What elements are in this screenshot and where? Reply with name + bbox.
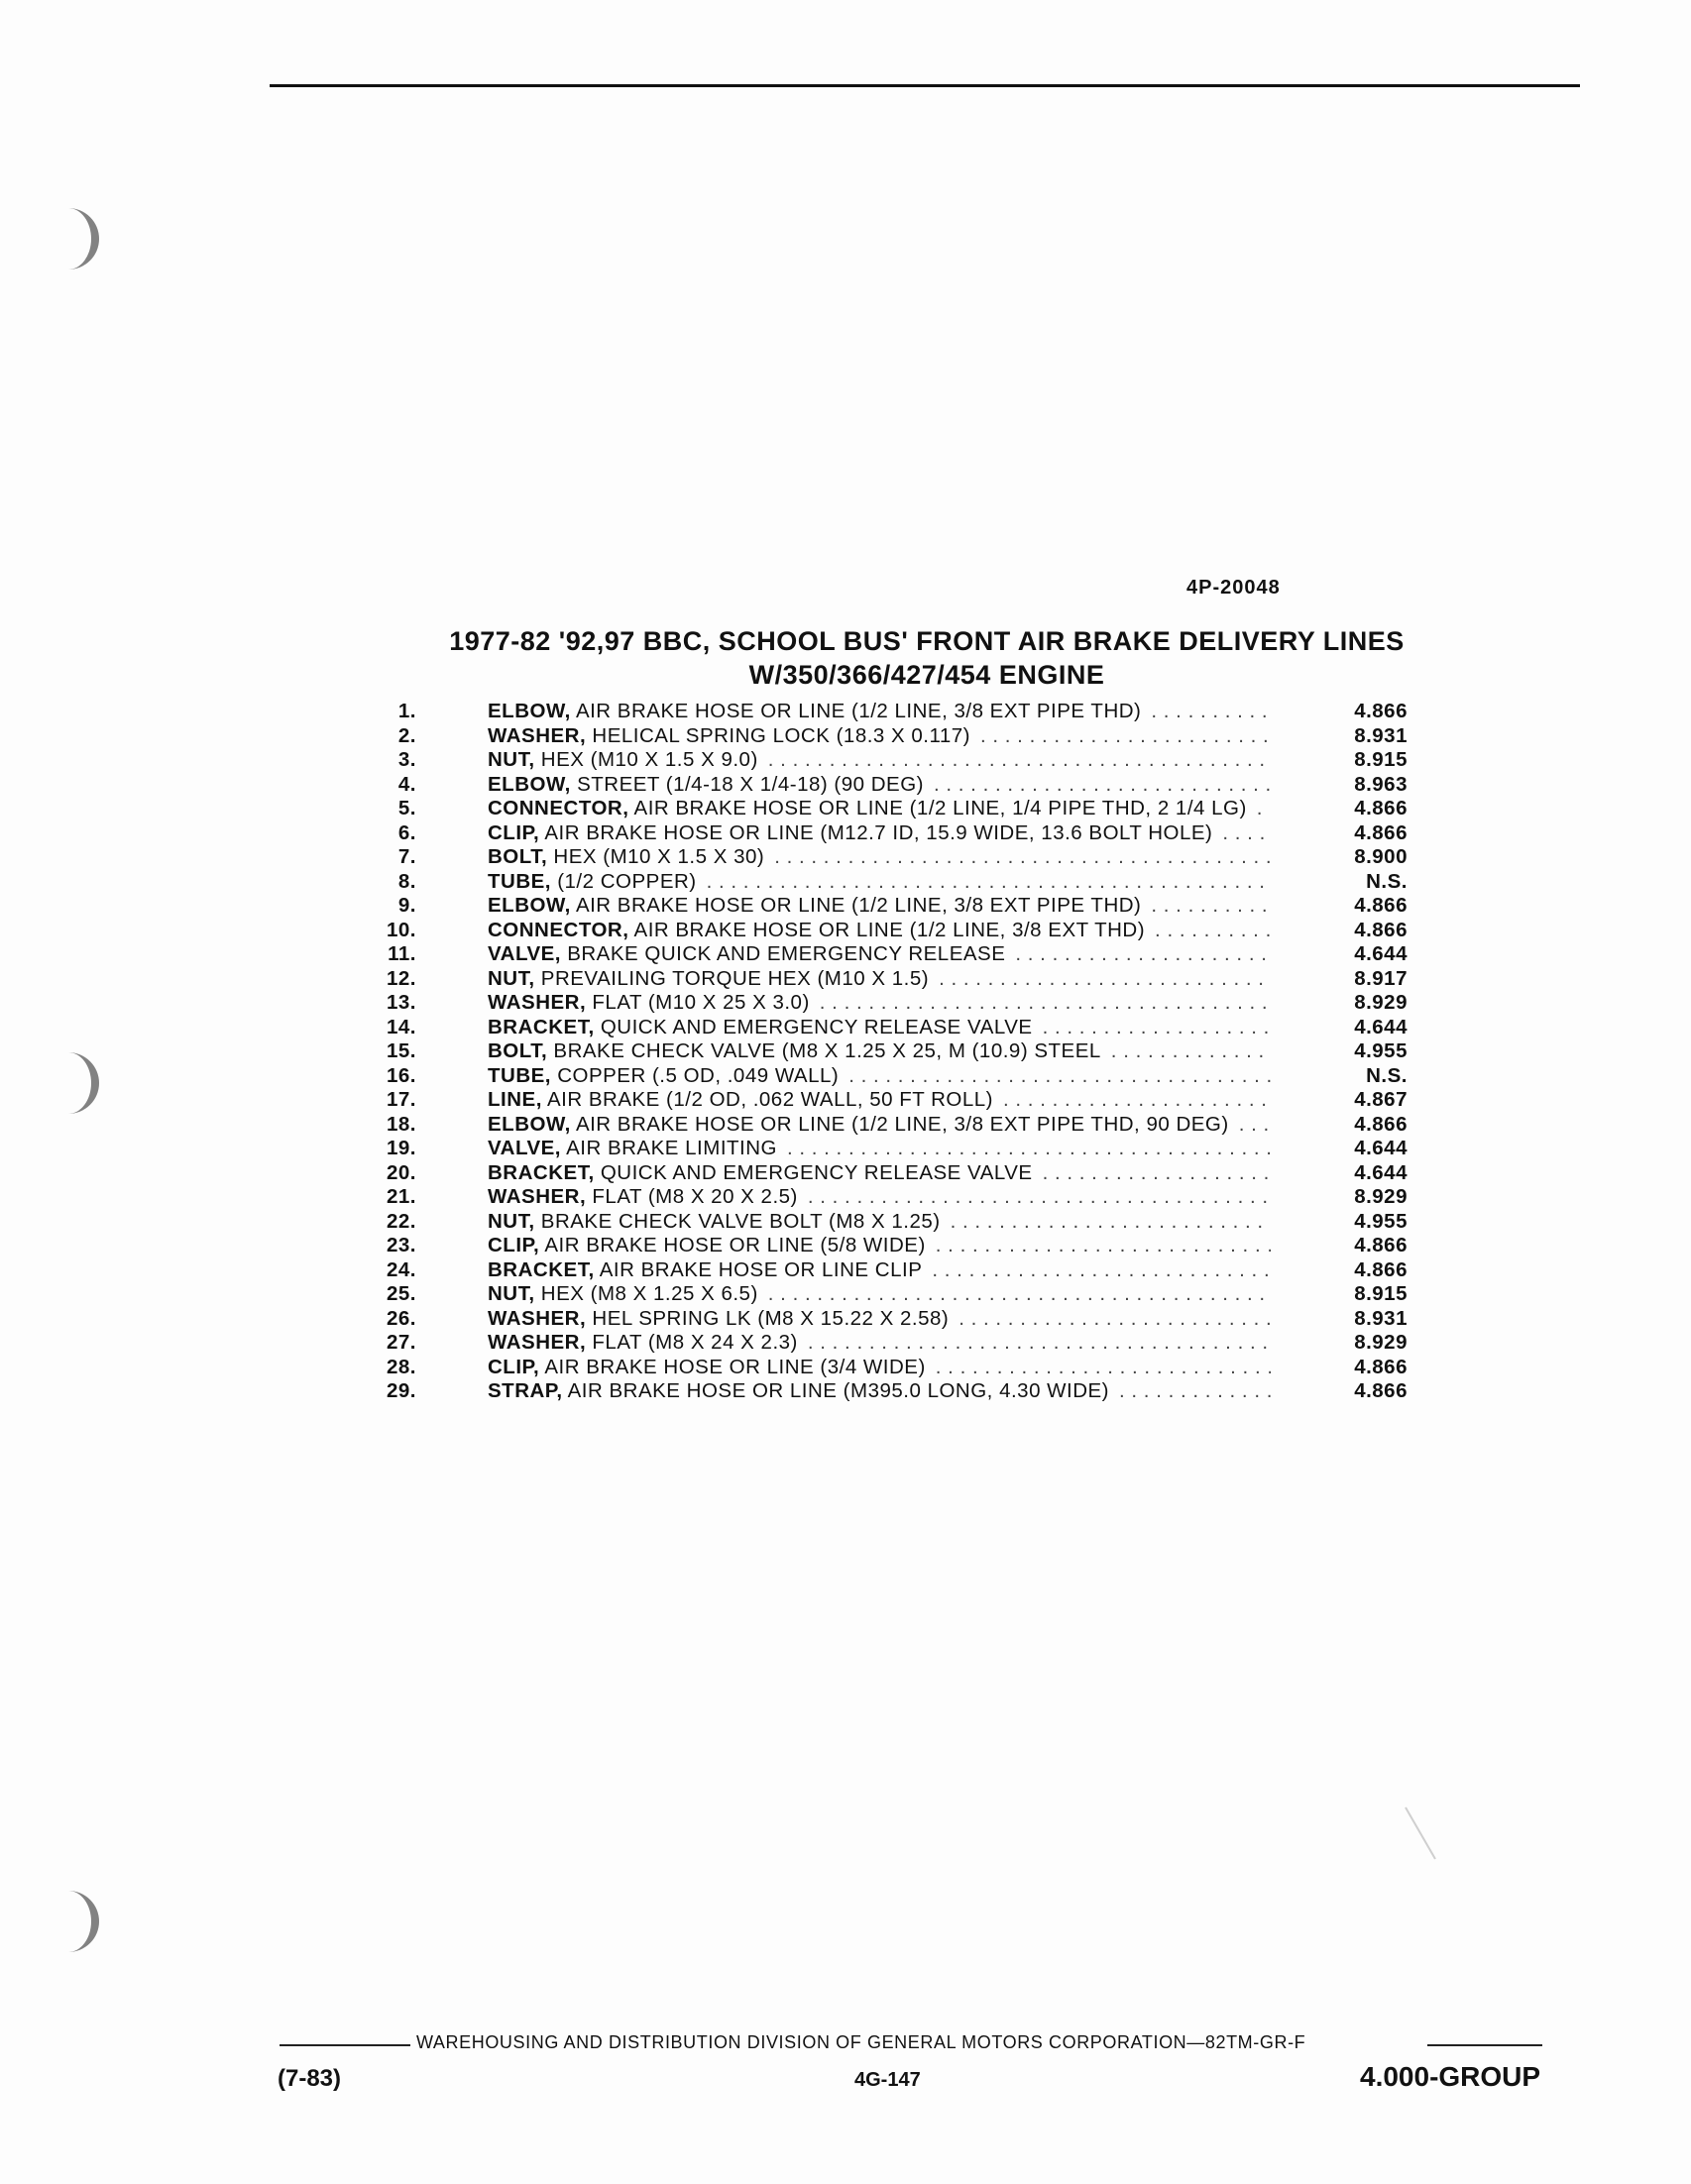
part-spec: AIR BRAKE HOSE OR LINE (3/4 WIDE): [544, 1355, 926, 1378]
part-row: [367, 1137, 1417, 1161]
part-group: 4.644: [1354, 1015, 1408, 1038]
part-row: [367, 919, 1417, 943]
part-name: BRACKET,: [488, 1015, 595, 1038]
part-description: [488, 821, 1271, 846]
part-spec: (1/2 COPPER): [557, 869, 697, 893]
part-spec: HEX (M8 X 1.25 X 6.5): [540, 1282, 758, 1305]
leader-dots: [808, 1185, 1271, 1210]
part-spec: AIR BRAKE HOSE OR LINE (1/2 LINE, 1/4 PIPE THD, 2 1/4 LG): [633, 797, 1247, 819]
part-number: 3.: [397, 748, 416, 771]
part-group: 8.929: [1354, 1331, 1408, 1354]
part-description: [488, 1282, 1271, 1307]
part-name: WASHER,: [488, 723, 587, 747]
footer-division: WAREHOUSING AND DISTRIBUTION DIVISION OF GENERAL MOTORS CORPORATION—82TM-GR-F: [416, 2032, 1306, 2052]
part-row: [367, 894, 1417, 919]
paper-mark: [1405, 1807, 1436, 1860]
leader-dots: [1043, 1161, 1271, 1186]
part-description: [488, 894, 1271, 919]
part-description: [488, 700, 1271, 724]
part-description: [488, 967, 1271, 992]
part-group: 4.866: [1354, 918, 1408, 941]
part-description: [488, 1039, 1271, 1064]
part-number: 28.: [387, 1355, 416, 1378]
part-name: NUT,: [488, 748, 535, 771]
part-spec: AIR BRAKE HOSE OR LINE (M395.0 LONG, 4.30 WIDE): [567, 1379, 1110, 1402]
part-name: NUT,: [488, 1282, 535, 1305]
part-name: WASHER,: [488, 991, 587, 1014]
part-name: CONNECTOR,: [488, 918, 629, 941]
part-name: CONNECTOR,: [488, 797, 629, 819]
part-description: [488, 1331, 1271, 1356]
footer-rule-left: [280, 2044, 410, 2046]
page-number: 4G-147: [854, 2069, 921, 2091]
leader-dots: [936, 1356, 1271, 1380]
group-number: 4.000-GROUP: [1360, 2061, 1541, 2092]
part-description: [488, 1137, 1271, 1161]
illustration-reference: 4P-20048: [1186, 577, 1281, 599]
part-description: [488, 1088, 1271, 1113]
part-number: 22.: [387, 1209, 416, 1233]
part-description: [488, 1210, 1271, 1235]
part-name: STRAP,: [488, 1379, 563, 1402]
part-description: [488, 724, 1271, 749]
part-spec: AIR BRAKE HOSE OR LINE (1/2 LINE, 3/8 EXT PIPE THD): [575, 894, 1142, 917]
leader-dots: [1222, 821, 1271, 846]
part-row: [367, 1039, 1417, 1064]
part-group: 8.929: [1354, 991, 1408, 1014]
part-row: [367, 1234, 1417, 1258]
part-spec: HEX (M10 X 1.5 X 30): [553, 845, 765, 868]
part-group: 8.929: [1354, 1185, 1408, 1208]
part-group: 8.915: [1354, 1282, 1408, 1305]
part-number: 13.: [387, 991, 416, 1014]
leader-dots: [768, 748, 1271, 773]
part-row: [367, 1379, 1417, 1404]
part-description: [488, 1379, 1271, 1404]
part-name: BRACKET,: [488, 1160, 595, 1184]
leader-dots: [1151, 700, 1271, 724]
part-number: 19.: [387, 1137, 416, 1159]
part-description: [488, 797, 1271, 821]
part-name: ELBOW,: [488, 700, 571, 722]
leader-dots: [951, 1210, 1271, 1235]
part-number: 2.: [397, 723, 416, 747]
footer-rule-right: [1427, 2044, 1542, 2046]
part-spec: QUICK AND EMERGENCY RELEASE VALVE: [600, 1160, 1033, 1184]
part-spec: AIR BRAKE HOSE OR LINE (1/2 LINE, 3/8 EXT PIPE THD, 90 DEG): [575, 1112, 1229, 1136]
part-spec: AIR BRAKE LIMITING: [566, 1137, 777, 1159]
part-name: ELBOW,: [488, 894, 571, 917]
part-description: [488, 1064, 1271, 1089]
part-number: 24.: [387, 1257, 416, 1281]
part-row: [367, 1258, 1417, 1283]
part-name: ELBOW,: [488, 1112, 571, 1136]
part-description: [488, 845, 1271, 870]
part-spec: AIR BRAKE HOSE OR LINE (5/8 WIDE): [544, 1234, 926, 1256]
part-number: 6.: [397, 820, 416, 844]
leader-dots: [932, 1258, 1271, 1283]
leader-dots: [934, 773, 1271, 798]
part-group: 4.644: [1354, 942, 1408, 965]
part-row: [367, 967, 1417, 992]
part-name: TUBE,: [488, 1063, 551, 1087]
part-group: 4.866: [1354, 1257, 1408, 1281]
part-row: [367, 797, 1417, 821]
part-row: [367, 1307, 1417, 1332]
part-row: [367, 1064, 1417, 1089]
part-row: [367, 845, 1417, 870]
parts-list: [367, 700, 1417, 1404]
part-row: [367, 724, 1417, 749]
part-number: 16.: [387, 1063, 416, 1087]
part-description: [488, 748, 1271, 773]
part-spec: FLAT (M8 X 24 X 2.3): [592, 1331, 798, 1354]
part-name: CLIP,: [488, 1234, 540, 1256]
part-number: 12.: [387, 966, 416, 990]
leader-dots: [1003, 1088, 1271, 1113]
part-name: ELBOW,: [488, 772, 571, 796]
part-group: 8.915: [1354, 748, 1408, 771]
part-description: [488, 1185, 1271, 1210]
part-spec: BRAKE CHECK VALVE BOLT (M8 X 1.25): [540, 1209, 941, 1233]
binder-hole-mark: [57, 1052, 99, 1114]
part-name: VALVE,: [488, 942, 561, 965]
part-description: [488, 870, 1271, 895]
part-row: [367, 1016, 1417, 1040]
part-row: [367, 870, 1417, 895]
part-row: [367, 991, 1417, 1016]
part-name: BOLT,: [488, 845, 548, 868]
part-group: 4.955: [1354, 1209, 1408, 1233]
part-spec: BRAKE CHECK VALVE (M8 X 1.25 X 25, M (10.9) STEEL: [553, 1039, 1101, 1062]
part-group: N.S.: [1366, 1063, 1408, 1087]
part-spec: COPPER (.5 OD, .049 WALL): [557, 1063, 840, 1087]
leader-dots: [939, 967, 1271, 992]
part-name: NUT,: [488, 1209, 535, 1233]
part-description: [488, 991, 1271, 1016]
part-row: [367, 1331, 1417, 1356]
part-group: 4.644: [1354, 1160, 1408, 1184]
part-description: [488, 1016, 1271, 1040]
leader-dots: [787, 1137, 1271, 1161]
leader-dots: [1119, 1379, 1271, 1404]
leader-dots: [1155, 919, 1271, 943]
part-group: 4.866: [1354, 797, 1408, 819]
part-row: [367, 821, 1417, 846]
part-description: [488, 1234, 1271, 1258]
leader-dots: [936, 1234, 1271, 1258]
part-number: 23.: [387, 1234, 416, 1256]
part-name: VALVE,: [488, 1137, 561, 1159]
part-name: TUBE,: [488, 869, 551, 893]
part-name: WASHER,: [488, 1331, 587, 1354]
part-number: 20.: [387, 1160, 416, 1184]
part-description: [488, 1307, 1271, 1332]
title-line-2: W/350/366/427/454 ENGINE: [748, 660, 1105, 690]
part-spec: PREVAILING TORQUE HEX (M10 X 1.5): [540, 966, 930, 990]
part-number: 14.: [387, 1015, 416, 1038]
part-name: BRACKET,: [488, 1257, 595, 1281]
part-number: 9.: [397, 894, 416, 917]
part-row: [367, 1113, 1417, 1138]
part-group: N.S.: [1366, 869, 1408, 893]
part-name: BOLT,: [488, 1039, 548, 1062]
leader-dots: [1151, 894, 1271, 919]
page-title: [357, 624, 1497, 692]
leader-dots: [808, 1331, 1271, 1356]
leader-dots: [1257, 797, 1271, 821]
part-number: 21.: [387, 1185, 416, 1208]
leader-dots: [820, 991, 1271, 1016]
part-name: LINE,: [488, 1088, 542, 1111]
part-spec: HEL SPRING LK (M8 X 15.22 X 2.58): [592, 1306, 950, 1330]
part-description: [488, 1258, 1271, 1283]
part-group: 8.931: [1354, 1306, 1408, 1330]
part-group: 4.866: [1354, 894, 1408, 917]
part-group: 4.644: [1354, 1137, 1408, 1159]
part-group: 4.866: [1354, 1234, 1408, 1256]
part-spec: AIR BRAKE HOSE OR LINE (M12.7 ID, 15.9 WIDE, 13.6 BOLT HOLE): [544, 820, 1213, 844]
part-spec: AIR BRAKE (1/2 OD, .062 WALL, 50 FT ROLL): [546, 1088, 994, 1111]
part-spec: AIR BRAKE HOSE OR LINE (1/2 LINE, 3/8 EXT PIPE THD): [575, 700, 1142, 722]
part-group: 8.900: [1354, 845, 1408, 868]
part-spec: BRAKE QUICK AND EMERGENCY RELEASE: [567, 942, 1006, 965]
part-group: 4.866: [1354, 1379, 1408, 1402]
leader-dots: [958, 1307, 1271, 1332]
leader-dots: [768, 1282, 1271, 1307]
title-line-1: 1977-82 '92,97 BBC, SCHOOL BUS' FRONT AIR BRAKE DELIVERY LINES: [449, 626, 1405, 656]
part-group: 4.955: [1354, 1039, 1408, 1062]
part-spec: HEX (M10 X 1.5 X 9.0): [540, 748, 758, 771]
leader-dots: [707, 870, 1271, 895]
part-row: [367, 773, 1417, 798]
leader-dots: [1111, 1039, 1271, 1064]
part-group: 8.931: [1354, 723, 1408, 747]
part-number: 8.: [397, 869, 416, 893]
part-group: 8.917: [1354, 966, 1408, 990]
part-number: 11.: [388, 942, 416, 965]
part-name: WASHER,: [488, 1185, 587, 1208]
part-group: 8.963: [1354, 772, 1408, 796]
leader-dots: [1015, 942, 1271, 967]
part-name: WASHER,: [488, 1306, 587, 1330]
part-description: [488, 773, 1271, 798]
part-row: [367, 1088, 1417, 1113]
part-number: 1.: [397, 700, 416, 722]
part-name: CLIP,: [488, 1355, 540, 1378]
part-row: [367, 1161, 1417, 1186]
leader-dots: [848, 1064, 1271, 1089]
top-rule: [270, 84, 1580, 87]
part-number: 4.: [397, 772, 416, 796]
part-name: CLIP,: [488, 820, 540, 844]
part-row: [367, 942, 1417, 967]
part-name: NUT,: [488, 966, 535, 990]
part-number: 26.: [387, 1306, 416, 1330]
part-spec: STREET (1/4-18 X 1/4-18) (90 DEG): [577, 772, 924, 796]
part-number: 5.: [397, 797, 416, 819]
part-group: 4.866: [1354, 820, 1408, 844]
binder-hole-mark: [57, 208, 99, 270]
part-group: 4.866: [1354, 1355, 1408, 1378]
part-row: [367, 1282, 1417, 1307]
part-spec: FLAT (M8 X 20 X 2.5): [592, 1185, 798, 1208]
part-number: 10.: [387, 918, 416, 941]
part-spec: QUICK AND EMERGENCY RELEASE VALVE: [600, 1015, 1033, 1038]
part-group: 4.866: [1354, 700, 1408, 722]
part-row: [367, 700, 1417, 724]
part-number: 17.: [387, 1088, 416, 1111]
part-spec: FLAT (M10 X 25 X 3.0): [592, 991, 810, 1014]
part-row: [367, 748, 1417, 773]
revision-date: (7-83): [278, 2065, 342, 2092]
part-row: [367, 1210, 1417, 1235]
binder-hole-mark: [57, 1891, 99, 1952]
part-description: [488, 942, 1271, 967]
part-description: [488, 1113, 1271, 1138]
part-group: 4.866: [1354, 1112, 1408, 1136]
part-spec: AIR BRAKE HOSE OR LINE (1/2 LINE, 3/8 EXT THD): [633, 918, 1146, 941]
leader-dots: [1239, 1113, 1271, 1138]
part-number: 27.: [387, 1331, 416, 1354]
part-spec: AIR BRAKE HOSE OR LINE CLIP: [599, 1257, 923, 1281]
part-spec: HELICAL SPRING LOCK (18.3 X 0.117): [592, 723, 970, 747]
leader-dots: [1043, 1016, 1271, 1040]
part-number: 7.: [397, 845, 416, 868]
part-row: [367, 1356, 1417, 1380]
part-group: 4.867: [1354, 1088, 1408, 1111]
part-number: 15.: [387, 1039, 416, 1062]
part-number: 25.: [387, 1282, 416, 1305]
leader-dots: [774, 845, 1271, 870]
part-number: 18.: [387, 1112, 416, 1136]
part-description: [488, 1161, 1271, 1186]
part-row: [367, 1185, 1417, 1210]
leader-dots: [980, 724, 1271, 749]
part-description: [488, 919, 1271, 943]
part-description: [488, 1356, 1271, 1380]
part-number: 29.: [387, 1379, 416, 1402]
